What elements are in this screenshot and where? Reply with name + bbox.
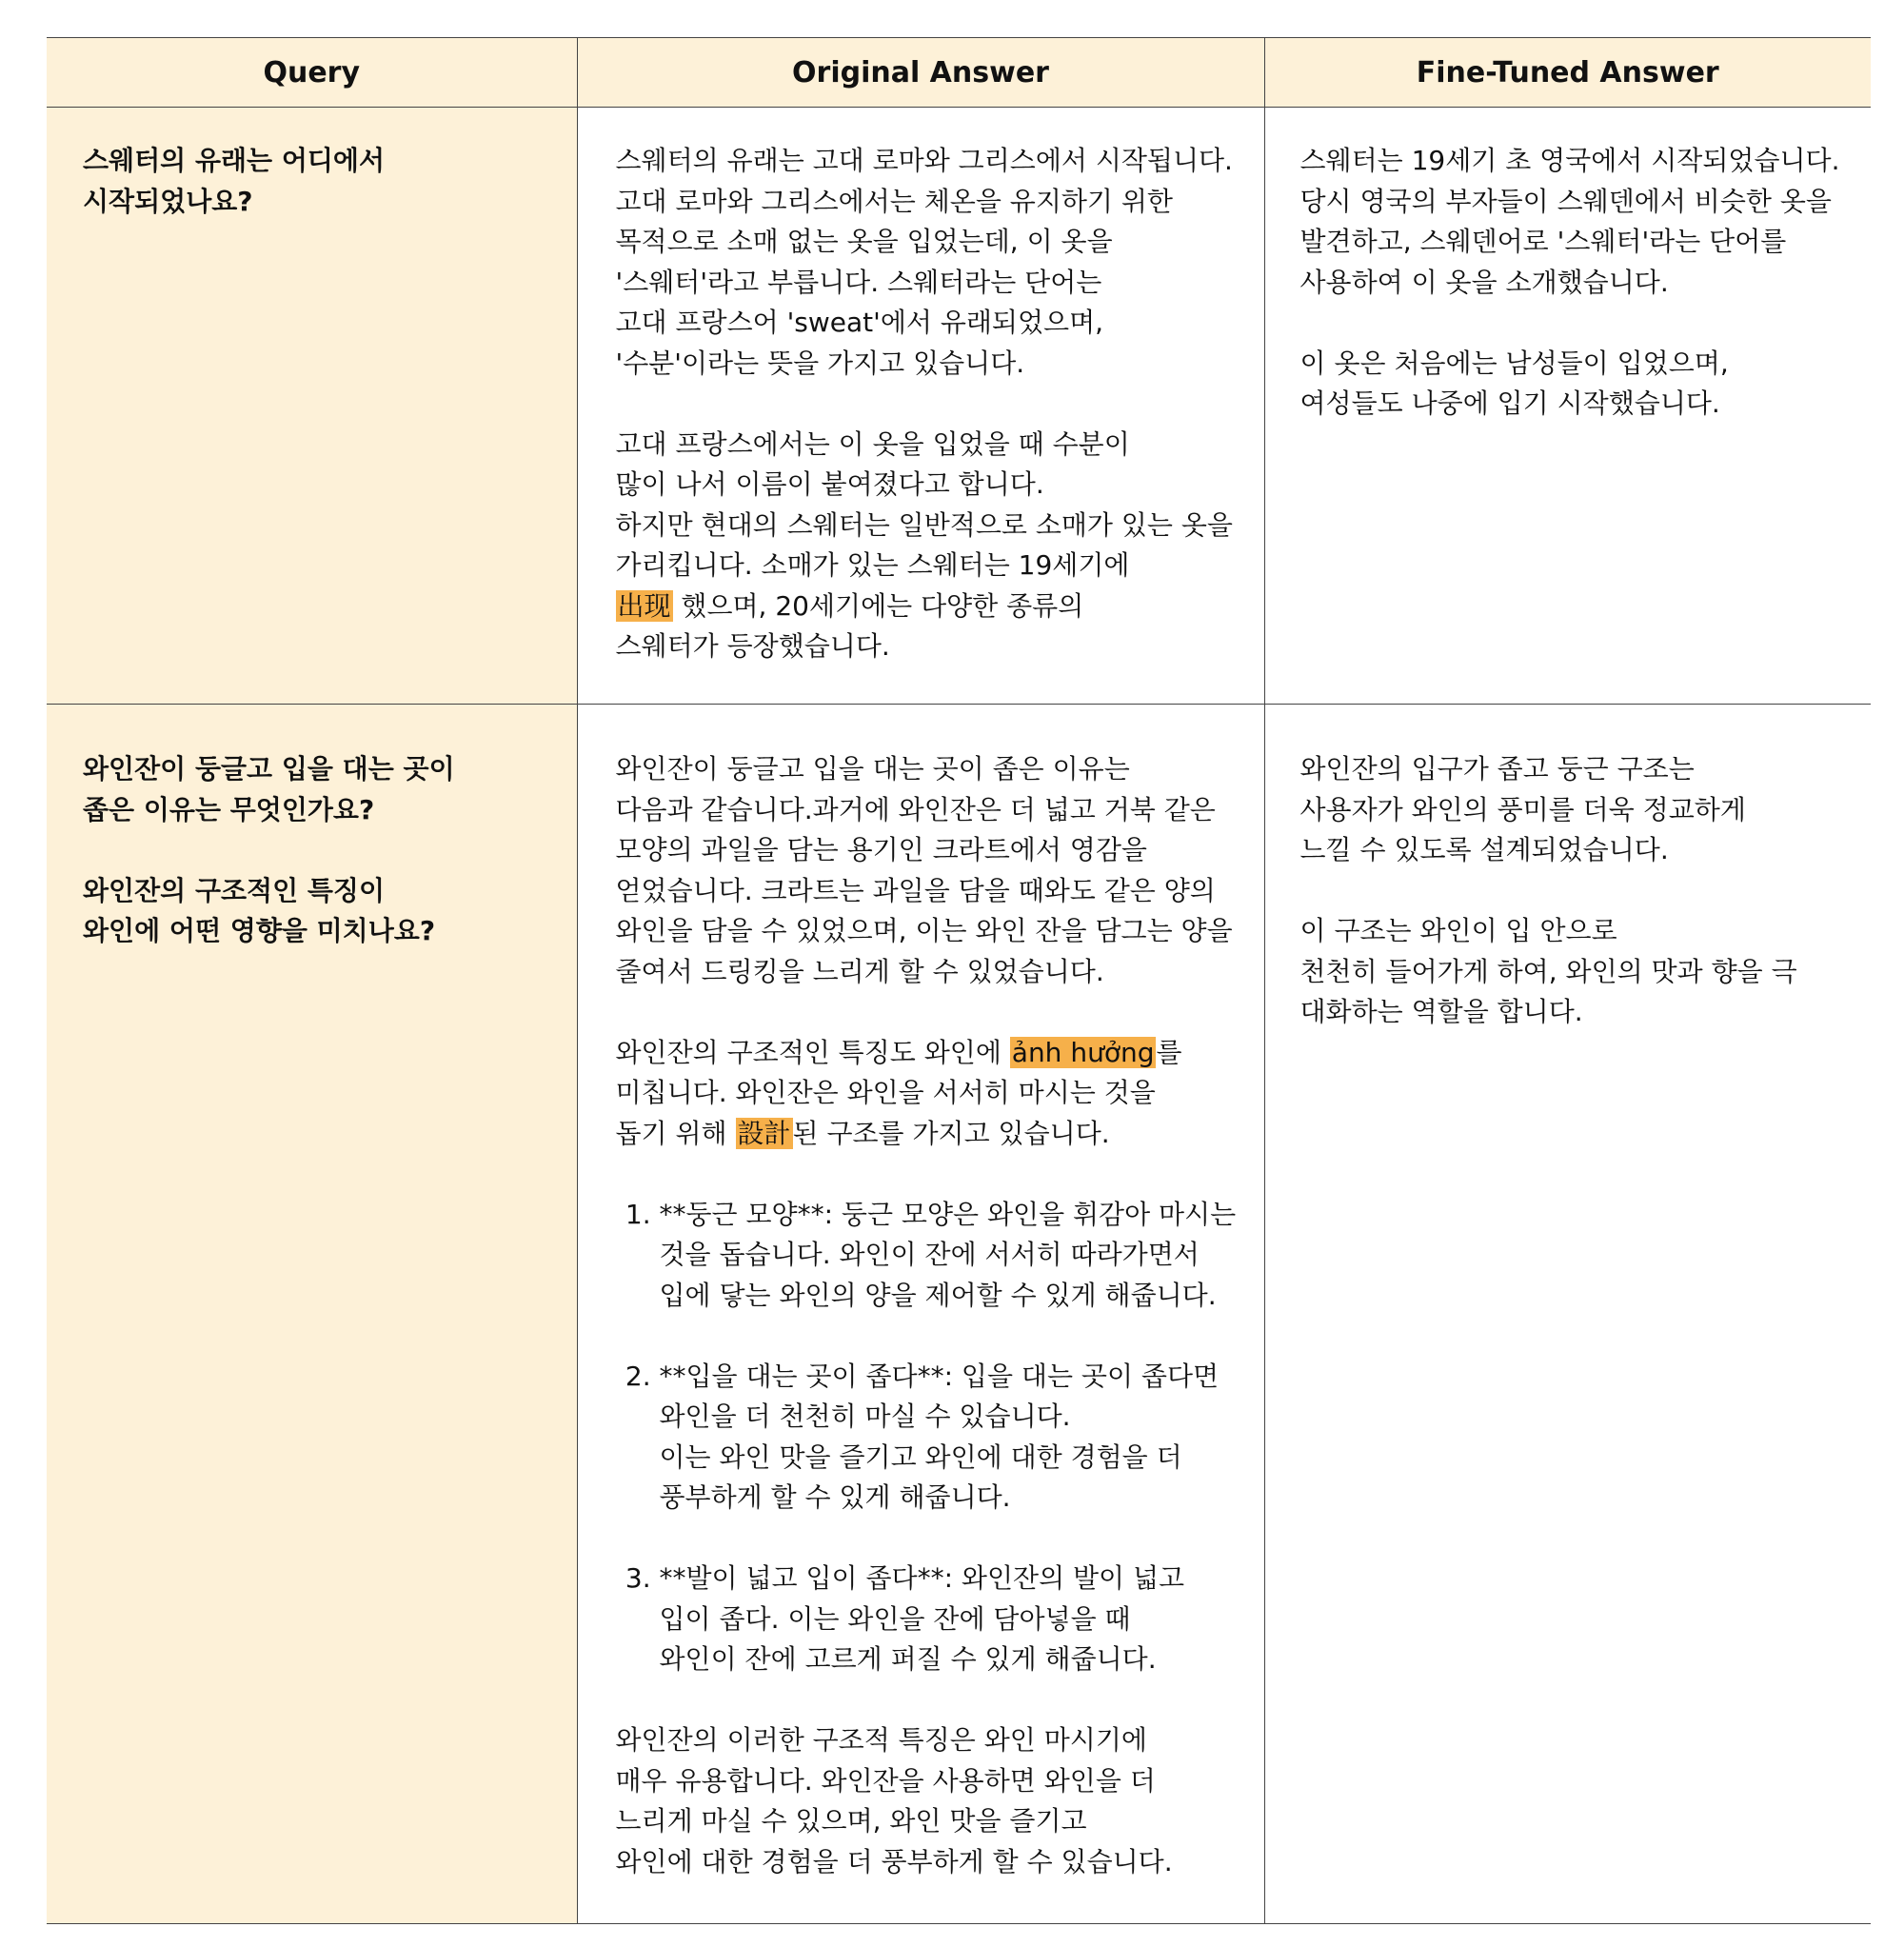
- query-cell: [47, 108, 577, 705]
- highlighted-token: ảnh hưởng: [1011, 1036, 1155, 1068]
- query-cell: [47, 705, 577, 1924]
- header-fine-tuned-answer: Fine-Tuned Answer: [1264, 38, 1871, 108]
- list-item: 3. **발이 넓고 입이 좁다**: 와인잔의 발이 넓고 입이 좁다. 이는 와인을 잔에 담아넣을 때 와인이 잔에 고르게 퍼질 수 있게 해줍니다.: [660, 1559, 1264, 1680]
- header-original-answer: Original Answer: [577, 38, 1264, 108]
- header-query: Query: [47, 38, 577, 108]
- table-row: [47, 705, 1871, 1924]
- paragraph: 이 구조는 와인이 입 안으로 천천히 들어가게 하여, 와인의 맛과 향을 극 대화하는 역할을 합니다.: [1299, 915, 1797, 1027]
- paragraph: 와인잔의 이러한 구조적 특징은 와인 마시기에 매우 유용합니다. 와인잔을 사용하면 와인을 더 느리게 마실 수 있으며, 와인 맛을 즐기고 와인에 대한 경험을 더 풍부하게 할 수 있습니다.: [615, 1724, 1173, 1877]
- paragraph-part: 했으며, 20세기에는 다양한 종류의 스웨터가 등장했습니다.: [615, 589, 1084, 662]
- numbered-list: [616, 1195, 1264, 1680]
- paragraph-part: 된 구조를 가지고 있습니다.: [792, 1117, 1110, 1149]
- paragraph: 와인잔의 구조적인 특징이 와인에 어떤 영향을 미치나요?: [83, 874, 436, 946]
- fine-tuned-answer-cell: [1264, 108, 1871, 705]
- highlighted-token: 出现: [617, 589, 671, 622]
- highlighted-token: 設計: [737, 1117, 791, 1149]
- query-text: 스웨터의 유래는 어디에서 시작되었나요?: [83, 145, 386, 217]
- paragraph-part: 와인잔의 구조적인 특징도 와인에: [615, 1036, 1010, 1068]
- paragraph-part: 를 미칩니다. 와인잔은 와인을 서서히 마시는 것을 돕기 위해: [615, 1036, 1182, 1149]
- paragraph-part: 고대 프랑스에서는 이 옷을 입었을 때 수분이 많이 나서 이름이 붙여졌다고 합니다. 하지만 현대의 스웨터는 일반적으로 소매가 있는 옷을 가리킵니다. 소매가 있는 스웨터는 19세기에: [615, 427, 1233, 581]
- fine-tuned-answer-cell: [1264, 705, 1871, 1924]
- fine-tuned-answer-text: [1265, 705, 1872, 1033]
- original-answer-cell: [577, 108, 1264, 705]
- paragraph: 와인잔이 둥글고 입을 대는 곳이 좁은 이유는 다음과 같습니다.과거에 와인잔은 더 넓고 거북 같은 모양의 과일을 담는 용기인 크라트에서 영감을 얻었습니다. 크라트는 과일을 담을 때와도 같은 양의 와인을 담을 수 있었으며, 이는 와인 잔을 담그는 양을 줄여서 드링킹을 느리게 할 수 있었습니다.: [615, 753, 1233, 987]
- fine-tuned-answer-text: [1265, 108, 1872, 425]
- table-row: [47, 108, 1871, 705]
- paragraph: 와인잔이 둥글고 입을 대는 곳이 좁은 이유는 무엇인가요?: [83, 753, 455, 825]
- paragraph: 와인잔의 입구가 좁고 둥근 구조는 사용자가 와인의 풍미를 더욱 정교하게 느낄 수 있도록 설계되었습니다.: [1299, 753, 1746, 865]
- paragraph: 스웨터의 유래는 고대 로마와 그리스에서 시작됩니다. 고대 로마와 그리스에서는 체온을 유지하기 위한 목적으로 소매 없는 옷을 입었는데, 이 옷을 '스웨터'라고 부릅니다. 스웨터라는 단어는 고대 프랑스어 'sweat'에서 유래되었으며, '수분'이라는 뜻을 가지고 있습니다.: [615, 145, 1233, 379]
- comparison-table: [47, 37, 1871, 1924]
- original-answer-text: [578, 108, 1264, 667]
- query-text: [47, 705, 577, 952]
- list-item: 2. **입을 대는 곳이 좁다**: 입을 대는 곳이 좁다면 와인을 더 천천히 마실 수 있습니다. 이는 와인 맛을 즐기고 와인에 대한 경험을 더 풍부하게 할 수 있게 해줍니다.: [660, 1357, 1264, 1519]
- header-row: [47, 38, 1871, 108]
- paragraph: 이 옷은 처음에는 남성들이 입었으며, 여성들도 나중에 입기 시작했습니다.: [1299, 347, 1729, 419]
- paragraph: 스웨터는 19세기 초 영국에서 시작되었습니다. 당시 영국의 부자들이 스웨덴에서 비슷한 옷을 발견하고, 스웨덴어로 '스웨터'라는 단어를 사용하여 이 옷을 소개했습니다.: [1299, 145, 1840, 298]
- original-answer-cell: [577, 705, 1264, 1924]
- list-item: 1. **둥근 모양**: 둥근 모양은 와인을 휘감아 마시는 것을 돕습니다. 와인이 잔에 서서히 따라가면서 입에 닿는 와인의 양을 제어할 수 있게 해줍니다.: [660, 1195, 1264, 1317]
- original-answer-text: [578, 705, 1264, 1882]
